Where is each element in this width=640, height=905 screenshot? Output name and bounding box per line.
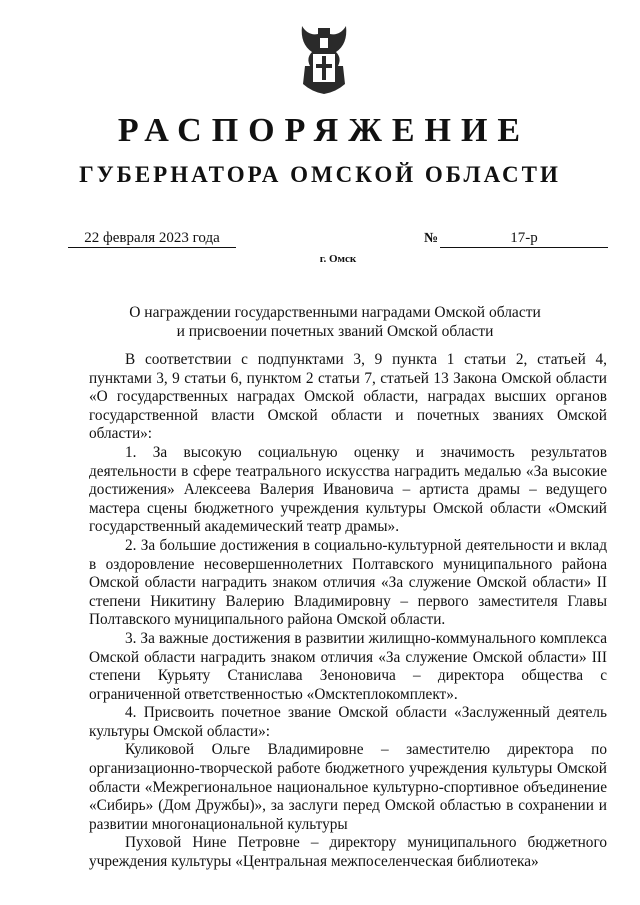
- omsk-coat-of-arms-icon: [296, 22, 352, 96]
- item-3-paragraph: 3. За важные достижения в развитии жилищно-коммунального комплекса Омской области наградить знаком отличия «За служение Омской области» III степени Курьяту Станислава Зеноновича – директора общества с ограниченной ответственностью «Омсктеплокомплект».: [89, 629, 607, 703]
- item-4b-paragraph: Пуховой Нине Петровне – директору муниципального бюджетного учреждения культуры «Центральная межпоселенческая библиотека»: [89, 834, 607, 871]
- item-2-paragraph: 2. За большие достижения в социально-культурной деятельности и вклад в оздоровление несовершеннолетних Полтавского муниципального района Омской области наградить знаком отличия «За служение Омской области» II степени Никитину Валерию Владимировну – первого заместителя Главы Полтавского муниципального района Омской области.: [89, 536, 607, 629]
- number-label: №: [424, 231, 439, 246]
- item-4a-paragraph: Куликовой Ольге Владимировне – заместителю директора по организационно-творческой работе бюджетного учреждения культуры Омской области «Межрегиональное национальное культурно-спортивное объединение «Сибирь» (Дом Дружбы)», за заслуги перед Омской областью в сохранении и развитии многонациональной культуры: [89, 741, 607, 833]
- item-4-paragraph: 4. Присвоить почетное звание Омской области «Заслуженный деятель культуры Омской области»:: [89, 704, 607, 740]
- subject-line-1: О награждении государственными наградами Омской области: [129, 304, 541, 321]
- document-date: 22 февраля 2023 года: [68, 229, 236, 248]
- document-subject: [40, 303, 630, 341]
- document-type-heading: РАСПОРЯЖЕНИЕ: [117, 112, 531, 149]
- item-1-paragraph: 1. За высокую социальную оценку и значимость результатов деятельности в сфере театрального искусства наградить медалью «За высокие достижения» Алексеева Валерия Ивановича – артиста драмы – ведущего мастера сцены бюджетного учреждения культуры Омской области «Омский государственный академический театр драмы».: [89, 443, 607, 536]
- preamble-paragraph: В соответствии с подпунктами 3, 9 пункта 1 статьи 2, статьей 4, пунктами 3, 9 статьи 6, пунктом 2 статьи 7, статьей 13 Закона Омской области «О государственных наградах Омской области, наградах высших органов государственной власти Омской области и почетных званиях Омской области»:: [89, 351, 607, 443]
- document-body: [89, 351, 607, 871]
- subject-line-2: и присвоении почетных званий Омской области: [176, 323, 494, 340]
- city-label: г. Омск: [319, 253, 357, 265]
- authority-heading: ГУБЕРНАТОРА ОМСКОЙ ОБЛАСТИ: [79, 162, 561, 187]
- document-number: 17-р: [440, 229, 608, 248]
